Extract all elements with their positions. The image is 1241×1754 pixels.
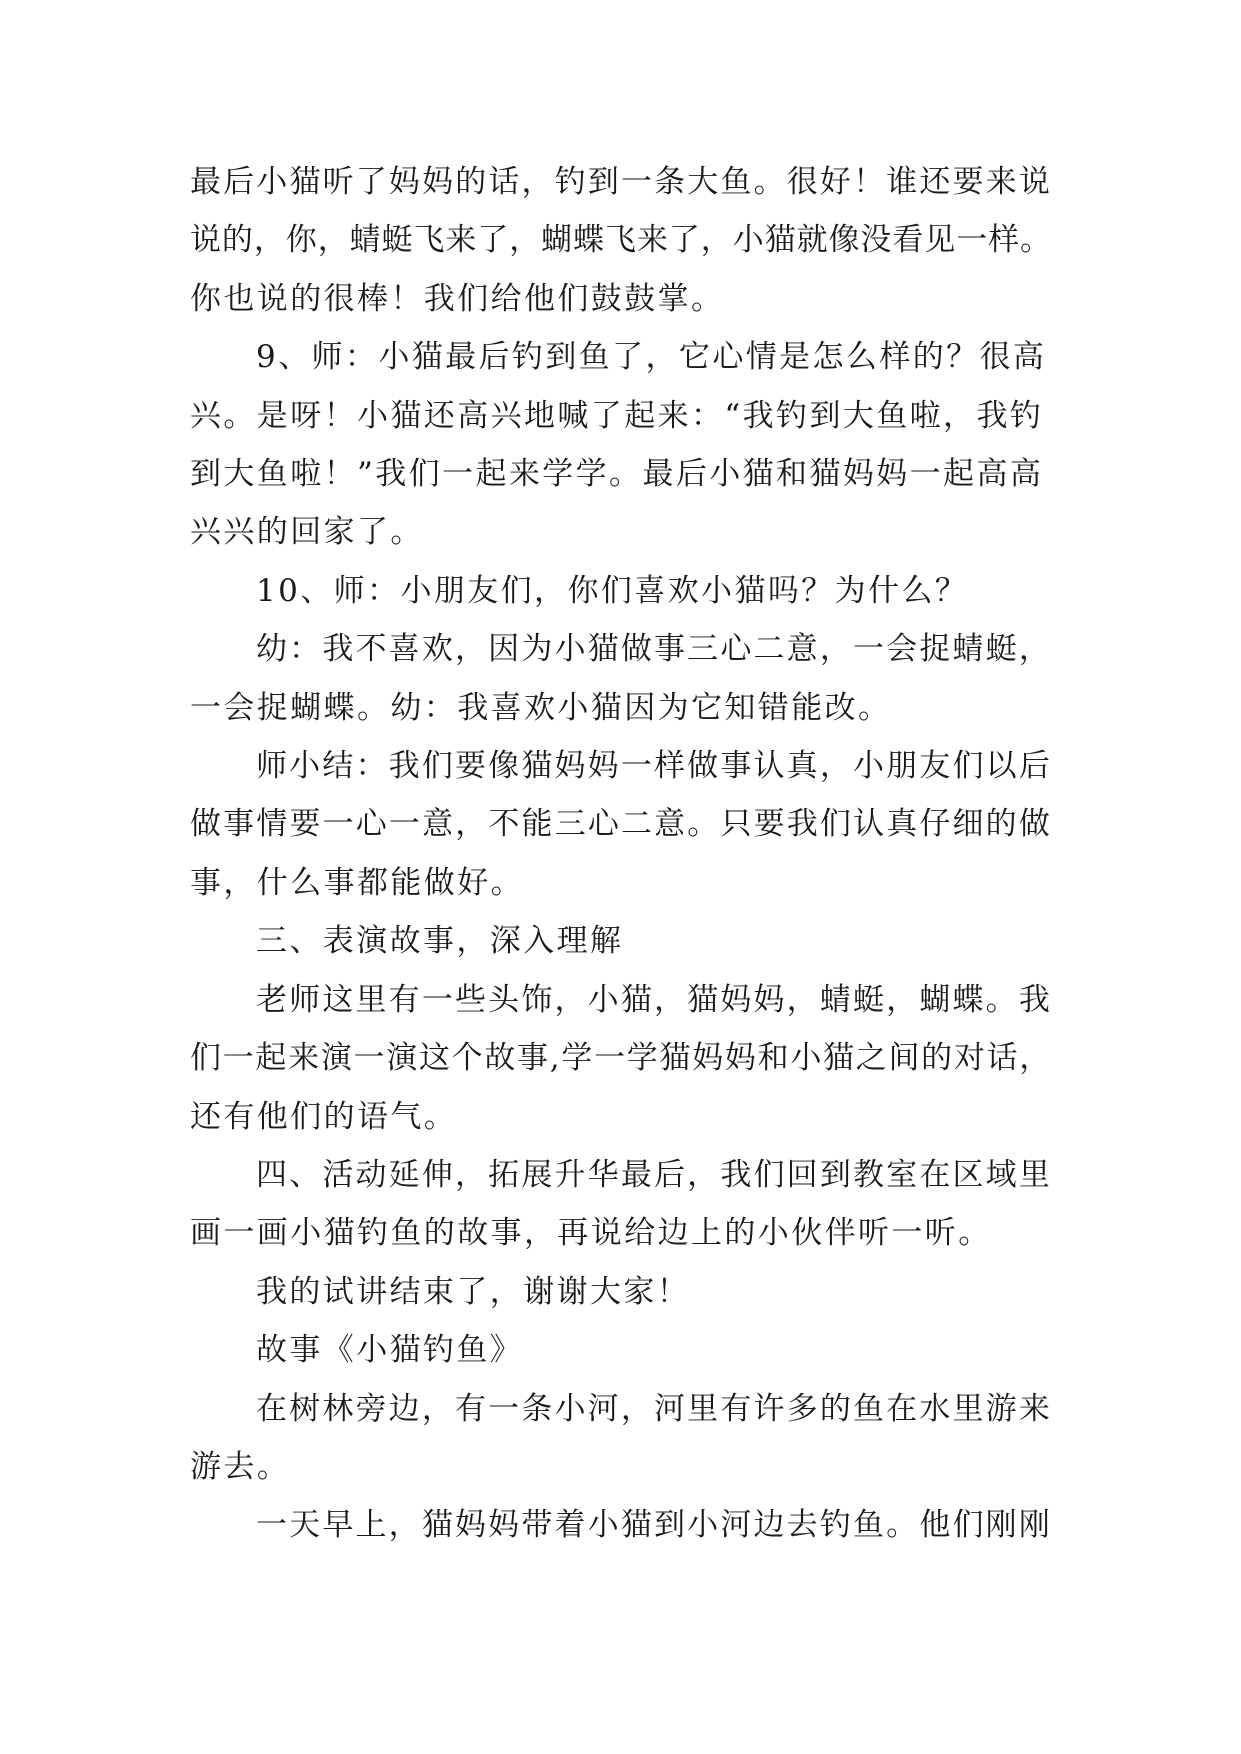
text-line: 一会捉蝴蝶。幼：我喜欢小猫因为它知错能改。 [190,689,892,726]
text-line: 做事情要一心一意，不能三心二意。只要我们认真仔细的做 [190,806,1052,843]
text-line: 们一起来演一演这个故事,学一学猫妈妈和小猫之间的对话， [190,1040,1052,1077]
text-line: 幼：我不喜欢，因为小猫做事三心二意，一会捉蜻蜓， [256,631,1052,668]
paragraph-7 [190,1146,1052,1263]
paragraph-8 [190,1263,1052,1321]
text-line: 兴。是呀！小猫还高兴地喊了起来：“我钓到大鱼啦，我钓 [190,397,1044,434]
document-body [190,153,1052,1555]
paragraph-3 [190,562,1052,620]
text-line: 故事《小猫钓鱼》 [256,1332,524,1369]
text-line: 三、表演故事，深入理解 [256,923,624,960]
paragraph-10 [190,1496,1052,1554]
paragraph-2 [190,328,1052,562]
text-line: 最后小猫听了妈妈的话，钓到一条大鱼。很好！谁还要来说 [190,164,1052,200]
text-line: 我的试讲结束了，谢谢大家！ [256,1273,691,1310]
paragraph-4 [190,620,1052,737]
paragraph-6 [190,971,1052,1146]
paragraph-5 [190,737,1052,912]
text-line: 一天早上，猫妈妈带着小猫到小河边去钓鱼。他们刚刚 [256,1507,1052,1544]
text-line: 在树林旁边，有一条小河，河里有许多的鱼在水里游来 [256,1390,1052,1427]
text-line: 兴兴的回家了。 [190,514,424,551]
text-line: 四、活动延伸，拓展升华最后，我们回到教室在区域里 [256,1156,1052,1193]
text-line: 你也说的很棒！我们给他们鼓鼓掌。 [190,280,725,317]
paragraph-9 [190,1380,1052,1497]
text-line: 到大鱼啦！”我们一起来学学。最后小猫和猫妈妈一起高高 [190,456,1044,493]
paragraph-1 [190,153,1052,328]
text-line: 老师这里有一些头饰，小猫，猫妈妈，蜻蜓，蝴蝶。我 [256,981,1052,1018]
text-line: 说的，你，蜻蜓飞来了，蝴蝶飞来了，小猫就像没看见一样。 [190,222,1052,259]
section-heading [190,912,1052,970]
text-line: 事，什么事都能做好。 [190,864,524,901]
text-line: 师小结：我们要像猫妈妈一样做事认真，小朋友们以后 [256,748,1052,785]
text-line: 9、师：小猫最后钓到鱼了，它心情是怎么样的？很高 [256,339,1047,376]
text-line: 还有他们的语气。 [190,1098,458,1135]
text-line: 10、师：小朋友们，你们喜欢小猫吗？为什么？ [256,572,969,609]
text-line: 游去。 [190,1448,291,1485]
story-title [190,1321,1052,1379]
text-line: 画一画小猫钓鱼的故事，再说给边上的小伙伴听一听。 [190,1215,992,1252]
